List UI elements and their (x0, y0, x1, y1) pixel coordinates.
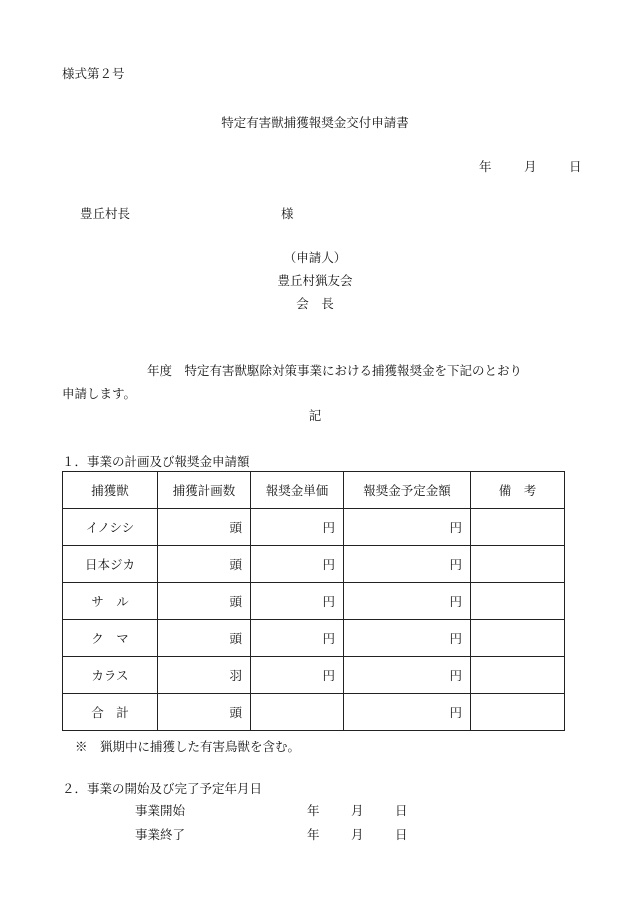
end-date-label: 事業終了 (135, 827, 186, 842)
plan-table (62, 471, 565, 731)
amount-cell[interactable]: 円 (344, 657, 471, 694)
unit-price-cell[interactable]: 円 (251, 657, 344, 694)
end-date-field[interactable] (307, 825, 408, 843)
remarks-cell[interactable] (471, 509, 565, 546)
applicant-label: （申請人） (283, 250, 347, 265)
table-total-row (63, 694, 565, 731)
unit-price-cell[interactable]: 円 (251, 546, 344, 583)
header-remarks: 備 考 (471, 472, 565, 509)
header-count: 捕獲計画数 (158, 472, 251, 509)
total-unit-price-cell (251, 694, 344, 731)
amount-cell[interactable]: 円 (344, 620, 471, 657)
end-month-label: 月 (351, 827, 364, 842)
animal-name: イノシシ (63, 509, 158, 546)
count-cell[interactable]: 頭 (158, 509, 251, 546)
application-date (479, 157, 582, 175)
remarks-cell[interactable] (471, 657, 565, 694)
animal-name: サ ル (63, 583, 158, 620)
count-cell[interactable]: 羽 (158, 657, 251, 694)
start-month-label: 月 (351, 803, 364, 818)
table-header-row (63, 472, 565, 509)
date-year-label: 年 (479, 159, 492, 174)
remarks-cell[interactable] (471, 620, 565, 657)
applicant-organization: 豊丘村猟友会 (277, 273, 353, 288)
animal-name: 日本ジカ (63, 546, 158, 583)
table-row (63, 657, 565, 694)
ki-heading: 記 (308, 408, 322, 423)
unit-price-cell[interactable]: 円 (251, 509, 344, 546)
table-note: ※ 猟期中に捕獲した有害鳥獣を含む。 (75, 739, 301, 754)
start-date-label: 事業開始 (135, 803, 186, 818)
table-row (63, 620, 565, 657)
count-cell[interactable]: 頭 (158, 583, 251, 620)
addressee-honorific: 様 (281, 206, 294, 221)
amount-cell[interactable]: 円 (344, 509, 471, 546)
date-month-label: 月 (524, 159, 537, 174)
table-row (63, 546, 565, 583)
unit-price-cell[interactable]: 円 (251, 620, 344, 657)
form-number: 様式第２号 (62, 66, 125, 81)
unit-price-cell[interactable]: 円 (251, 583, 344, 620)
body-text-line2: 申請します。 (62, 386, 137, 401)
header-animal: 捕獲獣 (63, 472, 158, 509)
end-year-label: 年 (307, 827, 320, 842)
count-cell[interactable]: 頭 (158, 620, 251, 657)
count-cell[interactable]: 頭 (158, 546, 251, 583)
header-amount: 報奨金予定金額 (344, 472, 471, 509)
remarks-cell[interactable] (471, 583, 565, 620)
start-date-field[interactable] (307, 801, 408, 819)
table-row (63, 583, 565, 620)
start-year-label: 年 (307, 803, 320, 818)
header-unit-price: 報奨金単価 (251, 472, 344, 509)
section1-title: １．事業の計画及び報奨金申請額 (62, 454, 250, 469)
addressee-name: 豊丘村長 (80, 206, 131, 221)
remarks-cell[interactable] (471, 546, 565, 583)
amount-cell[interactable]: 円 (344, 546, 471, 583)
total-remarks-cell[interactable] (471, 694, 565, 731)
applicant-role: 会 長 (296, 296, 334, 311)
date-day-label: 日 (569, 159, 582, 174)
amount-cell[interactable]: 円 (344, 583, 471, 620)
total-count-cell[interactable]: 頭 (158, 694, 251, 731)
body-text-line1: 年度 特定有害獣駆除対策事業における捕獲報奨金を下記のとおり (147, 363, 523, 378)
end-day-label: 日 (395, 827, 408, 842)
animal-name: ク マ (63, 620, 158, 657)
start-day-label: 日 (395, 803, 408, 818)
total-amount-cell[interactable]: 円 (344, 694, 471, 731)
document-title: 特定有害獣捕獲報奨金交付申請書 (221, 115, 409, 130)
total-label: 合 計 (63, 694, 158, 731)
table-row (63, 509, 565, 546)
animal-name: カラス (63, 657, 158, 694)
section2-title: ２．事業の開始及び完了予定年月日 (62, 781, 263, 796)
